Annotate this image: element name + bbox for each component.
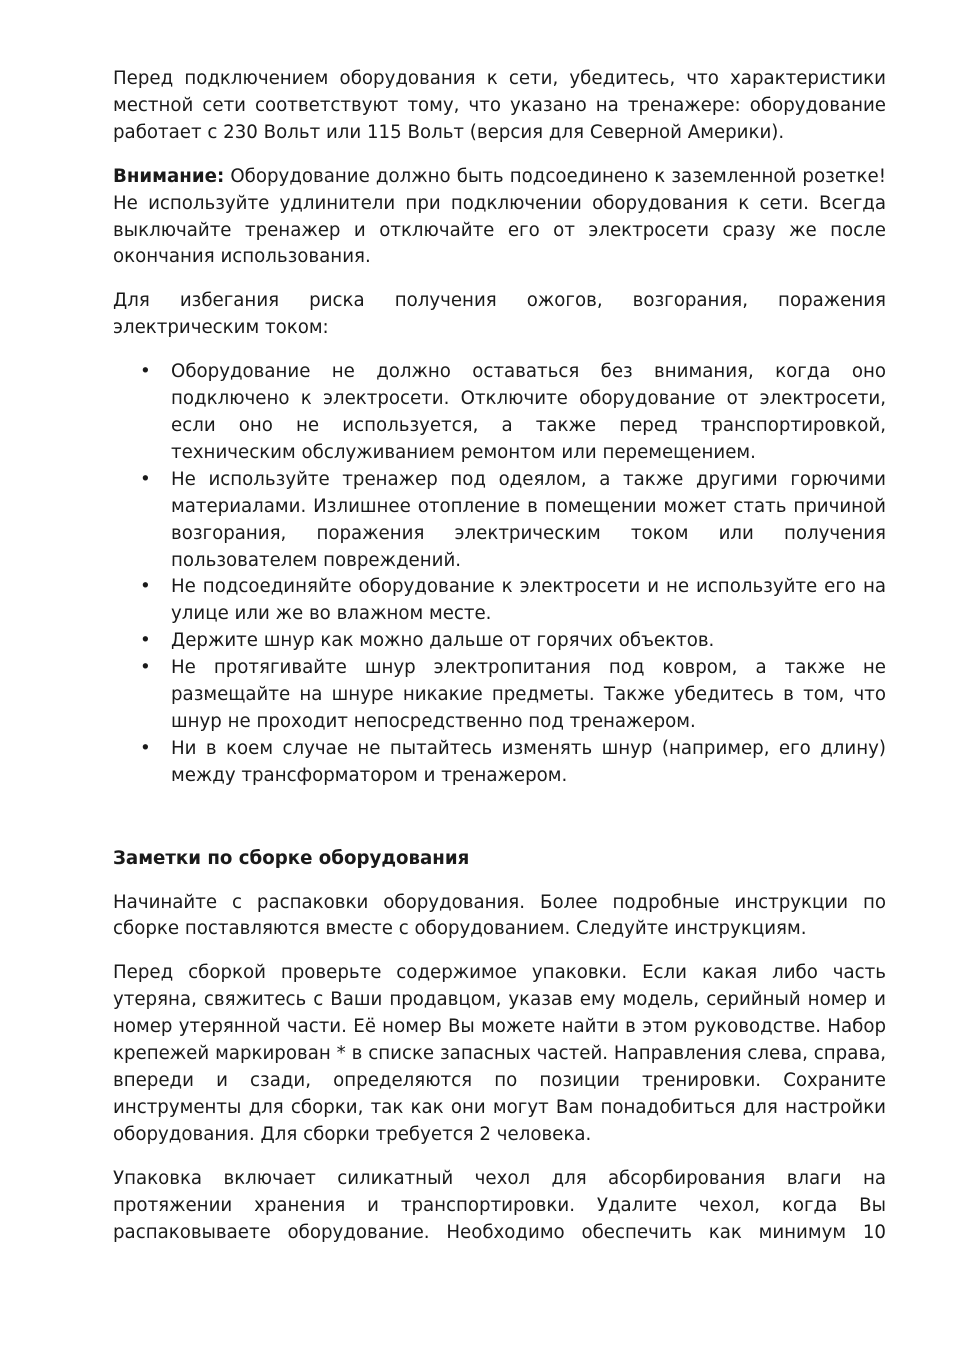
list-item bbox=[113, 736, 886, 790]
list-item-text: Не используйте тренажер под одеялом, а также другими горючими материалами. Излишнее отопление в помещении может стать причиной возгорания, поражения электрическим током или получения пользователем повреждений. bbox=[171, 468, 886, 571]
list-item-text: Не подсоединяйте оборудование к электросети и не используйте его на улице или же во влажном месте. bbox=[171, 576, 886, 625]
list-item-text: Не протягивайте шнур электропитания под ковром, а также не размещайте на шнуре никакие предметы. Также убедитесь в том, что шнур не проходит непосредственно под тренажером. bbox=[171, 657, 886, 732]
list-item-text: Держите шнур как можно дальше от горячих объектов. bbox=[171, 630, 715, 652]
power-requirements-paragraph: Перед подключением оборудования к сети, убедитесь, что характеристики местной сети соответствуют тому, что указано на тренажере: оборудование работает с 230 Вольт или 115 Вольт (версия для Северной Америки). bbox=[113, 68, 886, 143]
list-item-text: Ни в коем случае не пытайтесь изменять шнур (например, его длину) между трансформатором и тренажером. bbox=[171, 737, 886, 786]
warning-paragraph bbox=[113, 164, 886, 272]
assembly-notes-heading: Заметки по сборке оборудования bbox=[113, 847, 470, 869]
list-item bbox=[113, 655, 886, 736]
bullet-glyph: • bbox=[140, 468, 151, 490]
document-page bbox=[113, 66, 886, 1263]
bullet-glyph: • bbox=[140, 737, 151, 759]
bullet-glyph: • bbox=[140, 630, 151, 652]
safety-bullet-list bbox=[113, 359, 886, 790]
list-item bbox=[113, 628, 886, 655]
bullet-glyph: • bbox=[140, 361, 151, 383]
risk-intro-paragraph: Для избегания риска получения ожогов, возгорания, поражения электрическим током: bbox=[113, 290, 886, 339]
list-item bbox=[113, 574, 886, 628]
unpacking-paragraph: Начинайте с распаковки оборудования. Более подробные инструкции по сборке поставляются вместе с оборудованием. Следуйте инструкциям. bbox=[113, 891, 886, 940]
bullet-glyph: • bbox=[140, 576, 151, 598]
package-contents-paragraph: Перед сборкой проверьте содержимое упаковки. Если какая либо часть утеряна, свяжитесь с Ваши продавцом, указав ему модель, серийный номер и номер утерянной части. Её номер Вы можете найти в этом руководстве. Набор крепежей маркирован * в списке запасных частей. Направления слева, справа, впереди и сзади, определяются по позиции тренировки. Сохраните инструменты для сборки, так как они могут Вам понадобиться для настройки оборудования. Для сборки требуется 2 человека. bbox=[113, 962, 886, 1145]
list-item bbox=[113, 359, 886, 467]
silica-cover-paragraph: Упаковка включает силикатный чехол для абсорбирования влаги на протяжении хранения и транспортировки. Удалите чехол, когда Вы распаковываете оборудование. Необходимо обеспечить как минимум 10 bbox=[113, 1167, 886, 1243]
section-spacer bbox=[113, 790, 886, 846]
warning-text: Оборудование должно быть подсоединено к заземленной розетке! Не используйте удлинители при подключении оборудования к сети. Всегда выключайте тренажер и отключайте его от электросети сразу же после окончания использования. bbox=[113, 165, 886, 268]
warning-label: Внимание: bbox=[113, 165, 225, 187]
list-item-text: Оборудование не должно оставаться без внимания, когда оно подключено к электросети. Отключите оборудование от электросети, если оно не используется, а также перед транспортировкой, техническим обслуживанием ремонтом или перемещением. bbox=[171, 361, 886, 463]
list-item bbox=[113, 467, 886, 575]
bullet-glyph: • bbox=[140, 657, 151, 679]
